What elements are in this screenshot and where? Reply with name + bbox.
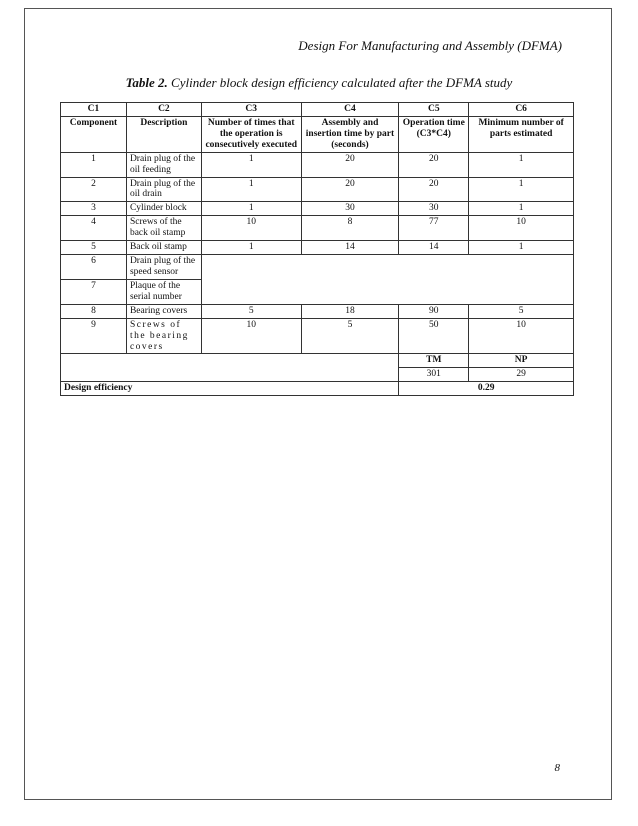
header-operation-time: Operation time (C3*C4) <box>399 116 469 152</box>
cell-description: Drain plug of the speed sensor <box>126 255 201 280</box>
cell-c6: 10 <box>469 216 574 241</box>
np-value: 29 <box>469 368 574 382</box>
cell-c5: 90 <box>399 304 469 318</box>
cell-c5: 30 <box>399 202 469 216</box>
header-times: Number of times that the operation is consecutively executed <box>201 116 301 152</box>
tm-label: TM <box>399 354 469 368</box>
cell-c6: 1 <box>469 241 574 255</box>
cell-description: Cylinder block <box>126 202 201 216</box>
cell-c5: 77 <box>399 216 469 241</box>
cell-c3: 5 <box>201 304 301 318</box>
cell-component: 6 <box>61 255 127 280</box>
cell-c3: 1 <box>201 241 301 255</box>
cell-component: 2 <box>61 177 127 202</box>
cell-c6: 10 <box>469 318 574 354</box>
cell-component: 8 <box>61 304 127 318</box>
totals-spacer <box>61 354 399 382</box>
cell-c6: 1 <box>469 152 574 177</box>
code-c6: C6 <box>469 103 574 117</box>
header-description: Description <box>126 116 201 152</box>
cell-component: 5 <box>61 241 127 255</box>
totals-label-row <box>61 354 574 368</box>
efficiency-row <box>61 382 574 396</box>
dfma-table <box>60 102 574 396</box>
header-component: Component <box>61 116 127 152</box>
table-row <box>61 318 574 354</box>
code-c2: C2 <box>126 103 201 117</box>
cell-component: 4 <box>61 216 127 241</box>
cell-component: 9 <box>61 318 127 354</box>
cell-c4: 5 <box>301 318 399 354</box>
table-row <box>61 152 574 177</box>
cell-c4: 20 <box>301 152 399 177</box>
page-number: 8 <box>554 762 560 774</box>
caption-label: Table 2. <box>125 75 168 90</box>
cell-description: Bearing covers <box>126 304 201 318</box>
table-caption <box>0 75 638 91</box>
header-row <box>61 116 574 152</box>
table-row <box>61 216 574 241</box>
code-c1: C1 <box>61 103 127 117</box>
cell-c3: 10 <box>201 318 301 354</box>
cell-description: Drain plug of the oil feeding <box>126 152 201 177</box>
cell-c4: 20 <box>301 177 399 202</box>
cell-c5: 50 <box>399 318 469 354</box>
cell-c3: 1 <box>201 202 301 216</box>
running-header: Design For Manufacturing and Assembly (DFMA) <box>298 38 562 53</box>
cell-description: Screws of the back oil stamp <box>126 216 201 241</box>
table-row <box>61 304 574 318</box>
code-c3: C3 <box>201 103 301 117</box>
cell-c3: 1 <box>201 152 301 177</box>
empty-merged-cell <box>201 255 573 305</box>
efficiency-value: 0.29 <box>399 382 574 396</box>
cell-c4: 8 <box>301 216 399 241</box>
cell-c5: 20 <box>399 152 469 177</box>
table-row <box>61 177 574 202</box>
cell-c3: 10 <box>201 216 301 241</box>
cell-description: Back oil stamp <box>126 241 201 255</box>
table-row <box>61 241 574 255</box>
header-min-parts: Minimum number of parts estimated <box>469 116 574 152</box>
table-row <box>61 202 574 216</box>
cell-component: 7 <box>61 279 127 304</box>
efficiency-label: Design efficiency <box>61 382 399 396</box>
cell-c4: 14 <box>301 241 399 255</box>
cell-c3: 1 <box>201 177 301 202</box>
cell-c6: 1 <box>469 202 574 216</box>
cell-c6: 1 <box>469 177 574 202</box>
cell-c4: 30 <box>301 202 399 216</box>
header-assembly-time: Assembly and insertion time by part (seconds) <box>301 116 399 152</box>
tm-value: 301 <box>399 368 469 382</box>
cell-description: Screws of the bearing covers <box>126 318 201 354</box>
cell-c5: 20 <box>399 177 469 202</box>
cell-c6: 5 <box>469 304 574 318</box>
cell-component: 1 <box>61 152 127 177</box>
code-c5: C5 <box>399 103 469 117</box>
code-row <box>61 103 574 117</box>
cell-c4: 18 <box>301 304 399 318</box>
caption-text: Cylinder block design efficiency calculated after the DFMA study <box>171 75 513 90</box>
cell-description: Drain plug of the oil drain <box>126 177 201 202</box>
cell-component: 3 <box>61 202 127 216</box>
table-row <box>61 255 574 280</box>
cell-description: Plaque of the serial number <box>126 279 201 304</box>
code-c4: C4 <box>301 103 399 117</box>
np-label: NP <box>469 354 574 368</box>
cell-c5: 14 <box>399 241 469 255</box>
